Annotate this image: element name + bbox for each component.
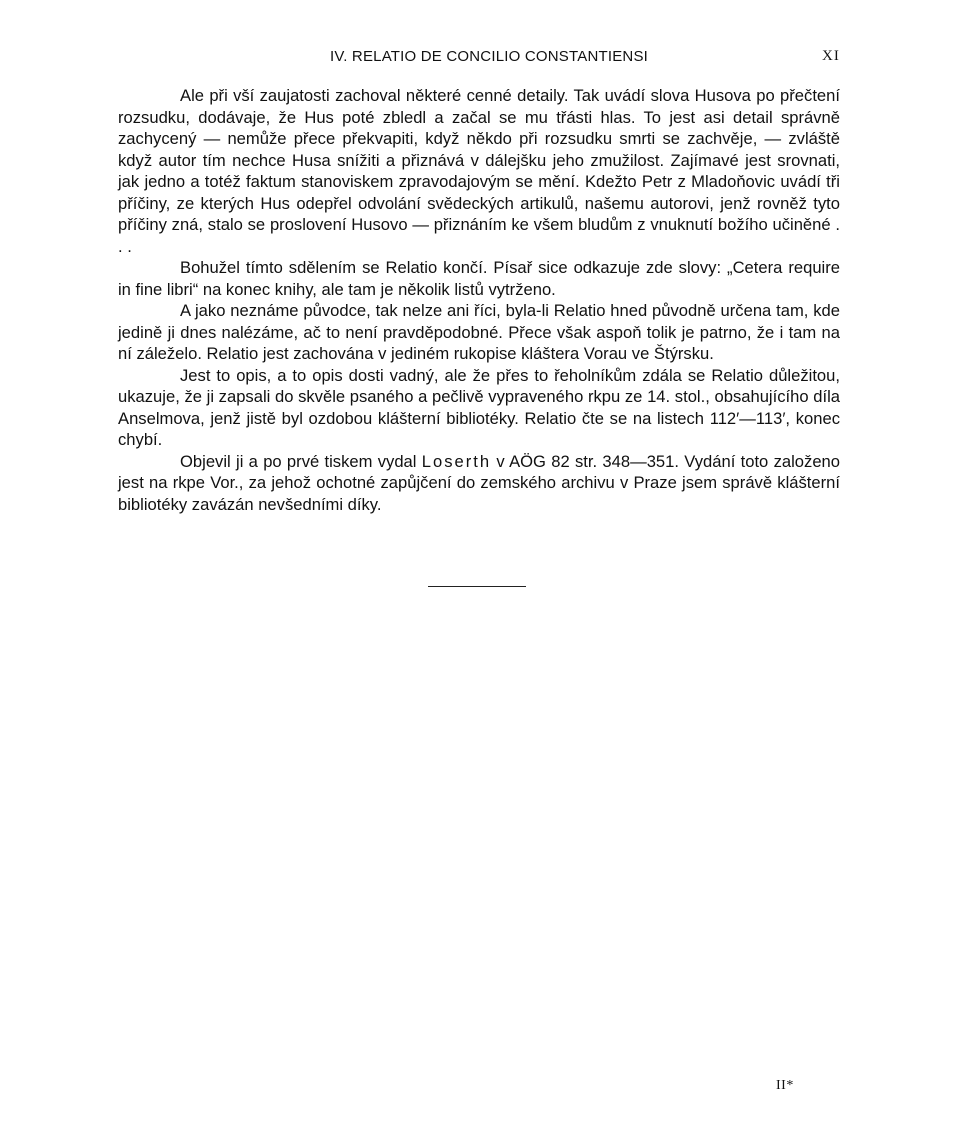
section-divider: [428, 586, 526, 587]
running-title: IV. RELATIO DE CONCILIO CONSTANTIENSI: [330, 48, 649, 65]
paragraph-5-rest: v AÖG 82 str. 348—351. Vydání toto založeno jest na rkpe Vor., za jehož ochotné zapůjčení do zemského archivu v Praze jsem správě klášterní bibliotéky zavázán nevšedními díky.: [118, 451, 841, 514]
paragraph-1: Ale při vší zaujatosti zachoval některé cenné detaily. Tak uvádí slova Husova po přečtení rozsudku, dodávaje, že Hus poté zbledl a začal se mu třásti hlas. To jest asi detail správně zachycený — nemůže přece překvapiti, když někdo při rozsudku smrti se zachvěje, — zvláště když autor tím nechce Husa snížiti a přiznává v dálejšku jeho zmužilost. Zajímavé jest srovnati, jak jedno a totéž faktum stanoviskem zpravodajovým se mění. Kdežto Petr z Mladoňovic uvádí tři příčiny, ze kterých Hus odepřel odvolání svědeckých artikulů, našemu autorovi, jenž rovněž tyto příčiny zná, stalo se proslovení Husovo — přiznáním ke všem bludům z vnuknutí božího učiněné . . .: [118, 86, 840, 256]
paragraph-5: [118, 451, 840, 516]
paragraph-5-lead: Objevil ji a po prvé tiskem vydal: [180, 451, 422, 471]
paragraph-3: A jako neznáme původce, tak nelze ani říci, byla-li Relatio hned původně určena tam, kde jedině ji dnes nalézáme, ač to není pravděpodobné. Přece však aspoň tolik je patrno, že i tam na ní záleželo. Relatio jest zachována v jediném rukopise kláštera Vorau ve Štýrsku.: [118, 301, 840, 363]
paragraph-4: Jest to opis, a to opis dosti vadný, ale že přes to řeholníkům zdála se Relatio důležitou, ukazuje, že ji zapsali do skvěle psaného a pečlivě vypraveného rkpu ze 14. stol., obsahujícího díla Anselmova, jenž jistě byl ozdobou klášterní bibliotéky. Relatio čte se na listech 112′—113′, konec chybí.: [118, 365, 840, 449]
paragraph-2: Bohužel tímto sdělením se Relatio končí. Písař sice odkazuje zde slovy: „Cetera require in fine libri“ na konec knihy, ale tam je několik listů vytrženo.: [118, 258, 840, 299]
author-name: Loserth: [421, 451, 492, 471]
page-number: XI: [822, 48, 840, 64]
running-head: [0, 48, 960, 72]
sheet-signature: II*: [776, 1078, 794, 1093]
body-text: [118, 85, 840, 515]
